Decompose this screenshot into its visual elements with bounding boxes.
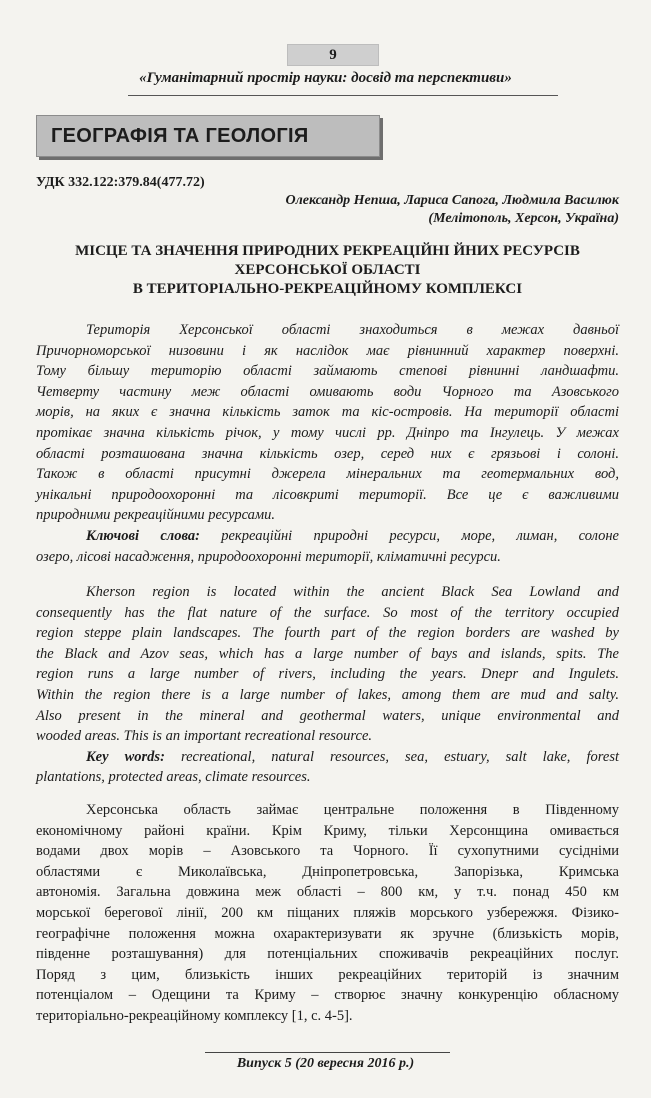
title-line: В ТЕРИТОРІАЛЬНО-РЕКРЕАЦІЙНОМУ КОМПЛЕКСІ (132, 281, 523, 297)
author-affiliation: (Мелітополь, Херсон, Україна) (428, 211, 619, 226)
title-line: ХЕРСОНСЬКОЇ ОБЛАСТІ (234, 262, 421, 278)
abstract-line: Також в області присутні джерела мінеральних та геотермальних вод, (36, 466, 619, 483)
header-divider (128, 95, 558, 96)
abstract-line: Тому більшу територію області займають степові рівнинні ландшафти. (36, 363, 619, 380)
abstract-line: Also present in the mineral and geothermal waters, unique environmental and (36, 707, 619, 724)
abstract-english (36, 582, 619, 788)
body-line: потенціалом – Одещини та Криму – створює значну конкуренцію обласному (36, 987, 619, 1004)
keywords-label: Key words: (86, 748, 165, 765)
page-number: 9 (287, 44, 379, 66)
body-line: південне розташування) для потенціальних споживачів рекреаційних послуг. (36, 946, 619, 963)
author-names: Олександр Непша, Лариса Сапога, Людмила Василюк (285, 193, 619, 208)
abstract-line: Територія Херсонської області знаходиться в межах давньої (86, 322, 619, 338)
abstract-line: wooded areas. This is an important recreational resource. (36, 728, 373, 745)
issue-footer: Випуск 5 (20 вересня 2016 р.) (236, 1056, 415, 1071)
body-line: автономія. Загальна довжина меж області – 800 км, у т.ч. понад 450 км (36, 884, 619, 901)
abstract-line: області розташована значна кількість озер, серед них є грязьові і солоні. (36, 445, 619, 462)
abstract-line: consequently has the flat nature of the surface. So most of the territory occupied (36, 604, 619, 621)
section-heading: ГЕОГРАФІЯ ТА ГЕОЛОГІЯ (36, 115, 380, 157)
body-line: Херсонська область займає центральне положення в Південному (86, 802, 619, 818)
keywords-line: plantations, protected areas, climate resources. (36, 769, 311, 786)
body-paragraph (36, 800, 619, 1027)
body-line: географічне положення можна охарактеризувати як зручне (близькість морів, (36, 925, 619, 942)
title-line: МІСЦЕ ТА ЗНАЧЕННЯ ПРИРОДНИХ РЕКРЕАЦІЙНІ ЙНИХ РЕСУРСІВ (75, 243, 580, 259)
body-line: територіально-рекреаційному комплексу [1, с. 4-5]. (36, 1007, 353, 1024)
keywords-text: recreational, natural resources, sea, estuary, salt lake, forest (180, 748, 619, 765)
article-title (36, 242, 619, 299)
body-line: морської берегової лінії, 200 км піщаних пляжів морського узбережжя. Фізико- (36, 904, 619, 921)
abstract-line: Причорноморської низовини і як наслідок має рівнинний характер поверхні. (36, 342, 619, 359)
abstract-line: the Black and Azov seas, which has a large number of bays and islands, spits. The (36, 645, 619, 662)
abstract-line: region runs a large number of rivers, including the years. Dnepr and Ingulets. (36, 666, 619, 683)
abstract-line: унікальні природоохоронні та лісовкриті території. Все це є важливими (36, 486, 619, 503)
keywords-ukrainian (36, 526, 619, 547)
keywords-label: Ключові слова: (86, 527, 200, 544)
abstract-line: Четверту частину меж області омивають води Чорного та Азовського (36, 383, 619, 400)
abstract-ukrainian (36, 320, 619, 567)
abstract-line: природними рекреаційними ресурсами. (36, 507, 276, 524)
authors-block (286, 192, 620, 228)
body-line: Поряд з цим, близькість інших рекреаційних територій із значним (36, 966, 619, 983)
abstract-line: Kherson region is located within the ancient Black Sea Lowland and (86, 584, 619, 600)
abstract-line: протікає значна кількість річок, у тому числі рр. Дніпро та Інгулець. У межах (36, 424, 619, 441)
abstract-line: Within the region there is a large number of lakes, among them are mud and salty. (36, 686, 619, 703)
keywords-line: озеро, лісові насадження, природоохоронні території, кліматичні ресурси. (36, 548, 501, 565)
body-line: водами двох морів – Азовського та Чорного. Її сухопутними сусідніми (36, 843, 619, 860)
footer-divider (205, 1052, 450, 1053)
abstract-line: морів, на яких є значна кількість заток та кіс-островів. На території області (36, 404, 619, 421)
keywords-text: рекреаційні природні ресурси, море, лиман, солоне (221, 527, 619, 544)
keywords-english (36, 747, 619, 768)
abstract-line: region steppe plain landscapes. The fourth part of the region borders are washed by (36, 625, 619, 642)
journal-title: «Гуманітарний простір науки: досвід та перспективи» (139, 70, 512, 86)
udc-code: УДК 332.122:379.84(477.72) (36, 175, 205, 190)
body-line: областями є Миколаївська, Дніпропетровська, Запорізька, Кримська (36, 863, 619, 880)
body-line: економічному районі країни. Крім Криму, тільки Херсонщина омивається (36, 822, 619, 839)
